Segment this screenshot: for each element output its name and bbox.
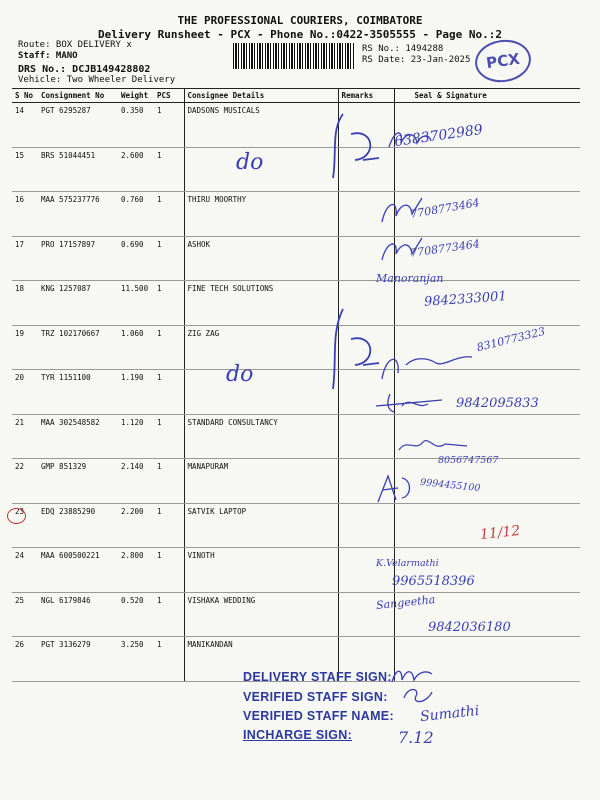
- cell-weight: 1.060: [118, 325, 154, 370]
- table-row: [12, 548, 580, 593]
- cell-pcs: 1: [154, 236, 184, 281]
- cell-consignment-no: BRS 51044451: [38, 147, 118, 192]
- cell-weight: 1.120: [118, 414, 154, 459]
- verified-staff-sign-label: VERIFIED STAFF SIGN:: [243, 690, 388, 704]
- cell-consignee: [184, 370, 338, 415]
- cell-consignee: DADSONS MUSICALS: [184, 103, 338, 148]
- cell-consignment-no: NGL 6179846: [38, 592, 118, 637]
- cell-consignment-no: PRO 17157897: [38, 236, 118, 281]
- cell-pcs: 1: [154, 147, 184, 192]
- remark-24: 11/12: [479, 522, 522, 544]
- col-consignment: Consignment No: [38, 89, 118, 103]
- ditto-mark-1: do: [236, 150, 264, 175]
- cell-weight: 0.690: [118, 236, 154, 281]
- signature-18-phone: 9842333001: [423, 289, 508, 310]
- table-row: [12, 236, 580, 281]
- route-line: Route: BOX DELIVERY x: [18, 40, 132, 50]
- signature-20: 8310773323: [475, 324, 547, 355]
- cell-pcs: 1: [154, 592, 184, 637]
- signature-17: 7708773464: [409, 237, 481, 260]
- table-header: [12, 89, 580, 103]
- signature-26-phone: 9842036180: [428, 620, 511, 635]
- circle-mark: [7, 508, 26, 524]
- signature-22: 8056747567: [438, 455, 499, 466]
- cell-consignee: THIRU MOORTHY: [184, 192, 338, 237]
- cell-consignee: ASHOK: [184, 236, 338, 281]
- col-weight: Weight: [118, 89, 154, 103]
- scribble-sign-22: [395, 432, 475, 456]
- cell-pcs: 1: [154, 637, 184, 682]
- table-row: [12, 192, 580, 237]
- col-consignee: Consignee Details: [184, 89, 338, 103]
- cell-consignment-no: EDQ 23885290: [38, 503, 118, 548]
- cell-weight: 0.350: [118, 103, 154, 148]
- incharge-sign-label: INCHARGE SIGN:: [243, 728, 353, 742]
- cell-weight: 2.140: [118, 459, 154, 504]
- cell-pcs: 1: [154, 370, 184, 415]
- cell-sno: 21: [12, 414, 38, 459]
- ditto-mark-2: do: [226, 362, 254, 387]
- signature-15: 6383702989: [393, 121, 484, 151]
- cell-consignment-no: TRZ 102170667: [38, 325, 118, 370]
- cell-consignee: FINE TECH SOLUTIONS: [184, 281, 338, 326]
- cell-consignee: STANDARD CONSULTANCY: [184, 414, 338, 459]
- staff-line: Staff: MANO: [18, 51, 78, 61]
- signature-21: 9842095833: [456, 396, 539, 411]
- cell-weight: 1.190: [118, 370, 154, 415]
- pcx-stamp: PCX: [472, 36, 533, 85]
- footer-staff-name: Sumathi: [419, 702, 481, 726]
- cell-sno: 16: [12, 192, 38, 237]
- cell-weight: 2.200: [118, 503, 154, 548]
- cell-consignee: MANIKANDAN: [184, 637, 338, 682]
- company-title: THE PROFESSIONAL COURIERS, COIMBATORE: [177, 14, 423, 27]
- cell-consignee: VINOTH: [184, 548, 338, 593]
- verified-staff-name-label: VERIFIED STAFF NAME:: [243, 709, 394, 723]
- scribble-sign-17: [376, 232, 426, 268]
- rs-date: RS Date: 23-Jan-2025: [362, 55, 471, 65]
- table-row: [12, 103, 580, 148]
- cell-sno: 18: [12, 281, 38, 326]
- cell-consignment-no: TYR 1151100: [38, 370, 118, 415]
- cell-sno: 24: [12, 548, 38, 593]
- cell-weight: 2.800: [118, 548, 154, 593]
- cell-weight: 3.250: [118, 637, 154, 682]
- cell-pcs: 1: [154, 414, 184, 459]
- cell-consignment-no: MAA 302548582: [38, 414, 118, 459]
- cell-weight: 0.760: [118, 192, 154, 237]
- scribble-sign-20: [376, 345, 486, 385]
- cell-consignment-no: MAA 575237776: [38, 192, 118, 237]
- cell-consignment-no: PGT 6295287: [38, 103, 118, 148]
- signature-18-name: Manoranjan: [376, 272, 444, 285]
- cell-pcs: 1: [154, 103, 184, 148]
- cell-pcs: 1: [154, 281, 184, 326]
- cell-consignee: ZIG ZAG: [184, 325, 338, 370]
- col-sno: S No: [12, 89, 38, 103]
- signature-23: 9994455100: [419, 476, 481, 495]
- vehicle-line: Vehicle: Two Wheeler Delivery: [18, 75, 176, 85]
- runsheet-table: [12, 88, 580, 682]
- table-row: [12, 414, 580, 459]
- scribble-sign-15: [385, 125, 435, 155]
- cell-pcs: 1: [154, 548, 184, 593]
- cell-remarks: [338, 548, 394, 593]
- cell-sno: 23: [12, 503, 38, 548]
- barcode: [233, 43, 355, 69]
- cell-consignee: MANAPURAM: [184, 459, 338, 504]
- table-row: [12, 147, 580, 192]
- scribble-sign-23: [372, 470, 422, 506]
- cell-consignee: SATVIK LAPTOP: [184, 503, 338, 548]
- footer-scribble-delivery: [388, 664, 438, 686]
- cell-sno: 20: [12, 370, 38, 415]
- cell-weight: 11.500: [118, 281, 154, 326]
- delivery-staff-sign-label: DELIVERY STAFF SIGN:: [243, 670, 392, 684]
- cell-consignment-no: KNG 1257087: [38, 281, 118, 326]
- footer-time: 7.12: [398, 728, 434, 747]
- cell-sno: 26: [12, 637, 38, 682]
- scribble-sign-16: [376, 190, 426, 230]
- cell-consignee: VISHAKA WEDDING: [184, 592, 338, 637]
- runsheet-subtitle: Delivery Runsheet - PCX - Phone No.:0422-3505555 - Page No.:2: [98, 28, 502, 41]
- cell-consignment-no: MAA 600500221: [38, 548, 118, 593]
- cell-consignment-no: GMP 851329: [38, 459, 118, 504]
- signature-26-name: Sangeetha: [375, 592, 436, 613]
- cell-pcs: 1: [154, 503, 184, 548]
- signature-25-name: K.Velarmathi: [376, 558, 439, 569]
- cell-sno: 22: [12, 459, 38, 504]
- cell-pcs: 1: [154, 192, 184, 237]
- cell-sno: 14: [12, 103, 38, 148]
- bracket-mark-upper: [325, 110, 385, 182]
- col-pcs: PCS: [154, 89, 184, 103]
- col-remarks: Remarks: [338, 89, 394, 103]
- cell-pcs: 1: [154, 459, 184, 504]
- drs-line: DRS No.: DCJB149428802: [18, 64, 151, 75]
- header-left: [18, 40, 175, 86]
- cell-remarks: [338, 503, 394, 548]
- cell-pcs: 1: [154, 325, 184, 370]
- cell-sno: 19: [12, 325, 38, 370]
- rs-number: RS No.: 1494288: [362, 44, 444, 54]
- cell-consignment-no: PGT 3136279: [38, 637, 118, 682]
- cell-sno: 15: [12, 147, 38, 192]
- cell-weight: 0.520: [118, 592, 154, 637]
- col-seal: Seal & Signature: [394, 89, 580, 103]
- signature-25-phone: 9965518396: [392, 574, 475, 589]
- signature-16: 7708773464: [409, 196, 481, 221]
- header-right: [362, 44, 470, 66]
- cell-sno: 17: [12, 236, 38, 281]
- cell-remarks: [338, 414, 394, 459]
- cell-sno: 25: [12, 592, 38, 637]
- scribble-sign-21: [372, 390, 452, 416]
- cell-weight: 2.600: [118, 147, 154, 192]
- footer-scribble-verified: [398, 684, 438, 706]
